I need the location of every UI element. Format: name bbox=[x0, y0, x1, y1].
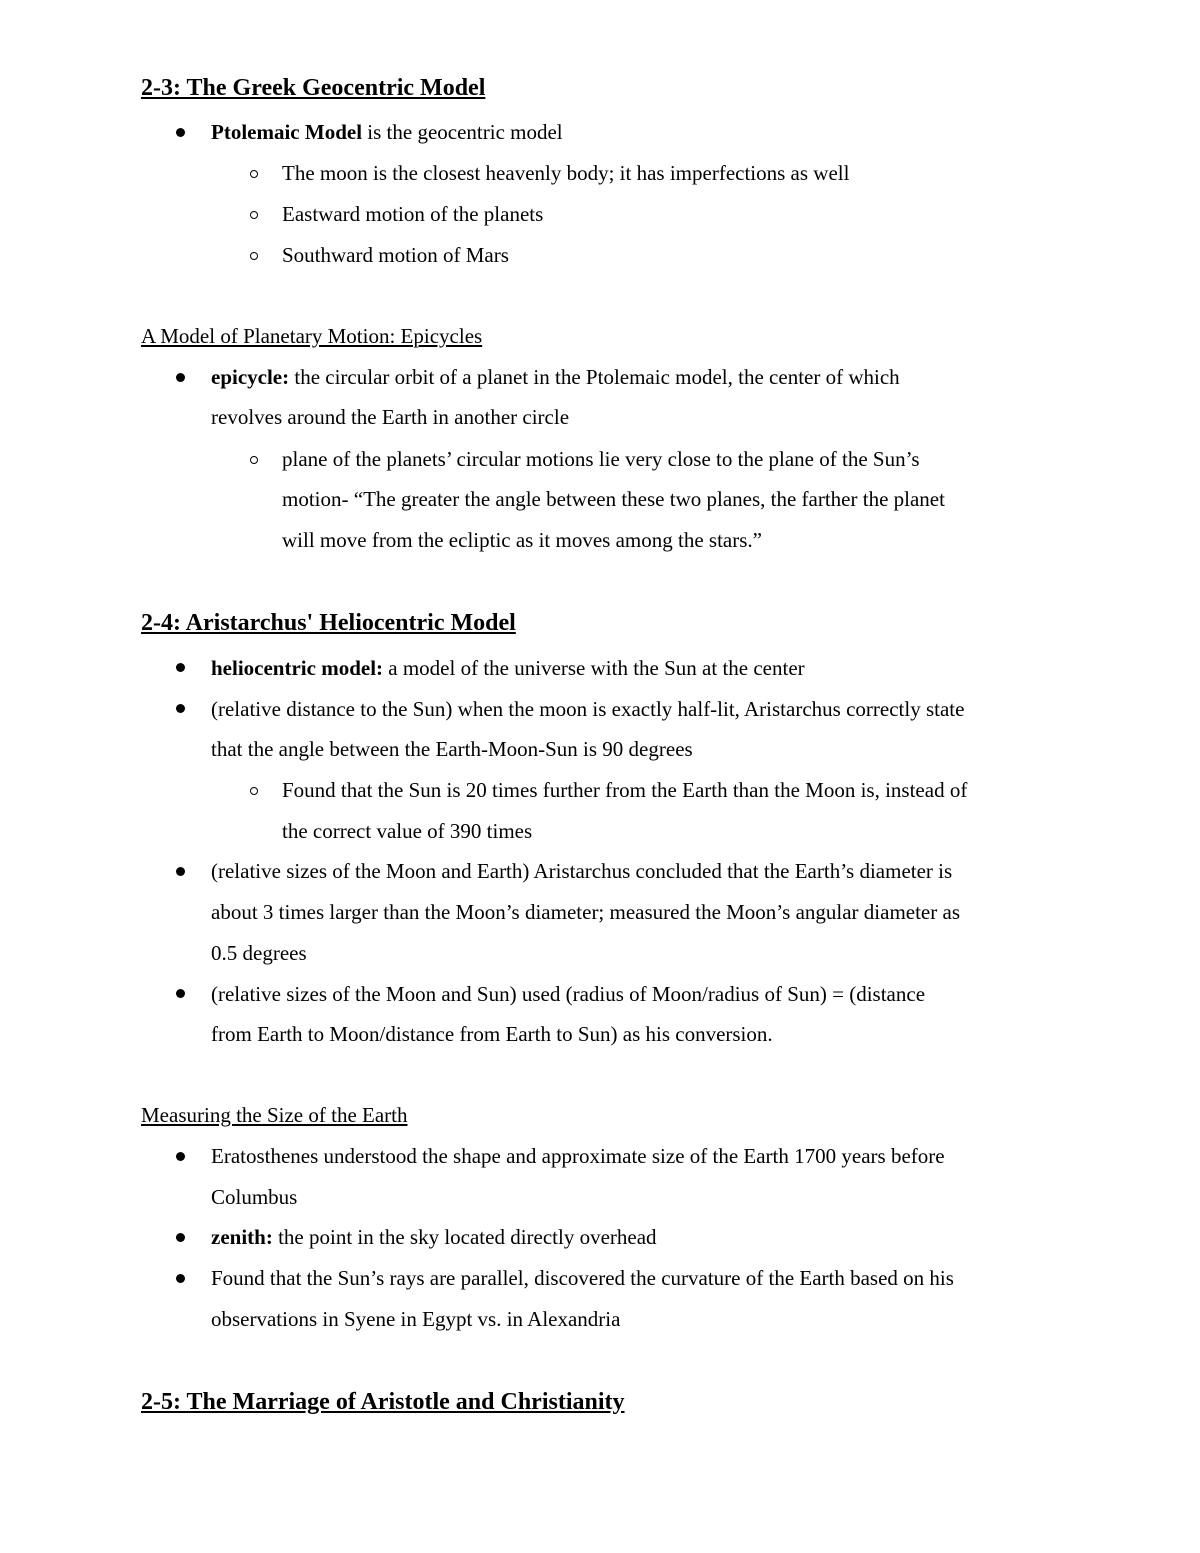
list-item: (relative sizes of the Moon and Earth) Aristarchus concluded that the Earth’s diameter is bbox=[211, 859, 953, 883]
list-item: (relative distance to the Sun) when the moon is exactly half-lit, Aristarchus correctly state bbox=[211, 697, 965, 721]
list-item bbox=[211, 1224, 657, 1250]
definition: is the geocentric model bbox=[362, 120, 563, 144]
definition: a model of the universe with the Sun at the center bbox=[383, 656, 805, 680]
bullet-icon bbox=[176, 663, 185, 672]
sub-list-item-continuation: the correct value of 390 times bbox=[282, 819, 533, 843]
sub-bullet-icon bbox=[250, 787, 258, 795]
bullet-icon bbox=[176, 1152, 185, 1161]
definition: the point in the sky located directly overhead bbox=[272, 1225, 657, 1249]
list-item: Eratosthenes understood the shape and approximate size of the Earth 1700 years before bbox=[211, 1144, 945, 1168]
list-item: Found that the Sun’s rays are parallel, discovered the curvature of the Earth based on his bbox=[211, 1266, 954, 1290]
section-heading-2-4: 2-4: Aristarchus' Heliocentric Model bbox=[141, 610, 516, 636]
sub-bullet-icon bbox=[250, 170, 258, 178]
sub-list-item-continuation: will move from the ecliptic as it moves among the stars.” bbox=[282, 528, 762, 552]
sub-list-item: The moon is the closest heavenly body; it has imperfections as well bbox=[282, 161, 850, 185]
term: zenith: bbox=[211, 1225, 273, 1249]
bullet-icon bbox=[176, 373, 185, 382]
list-item-continuation: revolves around the Earth in another circle bbox=[211, 405, 570, 429]
section-heading-2-3: 2-3: The Greek Geocentric Model bbox=[141, 75, 486, 101]
bullet-icon bbox=[176, 1233, 185, 1242]
subsection-heading-earth-size: Measuring the Size of the Earth bbox=[141, 1103, 408, 1127]
sub-list-item-continuation: motion- “The greater the angle between these two planes, the farther the planet bbox=[282, 487, 945, 511]
list-item-continuation: about 3 times larger than the Moon’s diameter; measured the Moon’s angular diameter as bbox=[211, 900, 960, 924]
sub-list-item: Eastward motion of the planets bbox=[282, 202, 544, 226]
list-item-continuation: 0.5 degrees bbox=[211, 941, 307, 965]
list-item bbox=[211, 119, 563, 145]
section-heading-2-5: 2-5: The Marriage of Aristotle and Christianity bbox=[141, 1389, 625, 1415]
list-item-continuation: from Earth to Moon/distance from Earth to Sun) as his conversion. bbox=[211, 1022, 773, 1046]
list-item-continuation: observations in Syene in Egypt vs. in Alexandria bbox=[211, 1307, 621, 1331]
sub-list-item: Found that the Sun is 20 times further from the Earth than the Moon is, instead of bbox=[282, 778, 968, 802]
definition: the circular orbit of a planet in the Ptolemaic model, the center of which bbox=[289, 365, 900, 389]
term: heliocentric model: bbox=[211, 656, 384, 680]
sub-bullet-icon bbox=[250, 252, 258, 260]
list-item-continuation: Columbus bbox=[211, 1185, 298, 1209]
list-item-continuation: that the angle between the Earth-Moon-Sun is 90 degrees bbox=[211, 737, 693, 761]
bullet-icon bbox=[176, 1274, 185, 1283]
bullet-icon bbox=[176, 704, 185, 713]
subsection-heading-epicycles: A Model of Planetary Motion: Epicycles bbox=[141, 324, 483, 348]
bullet-icon bbox=[176, 867, 185, 876]
list-item bbox=[211, 655, 805, 681]
list-item bbox=[211, 364, 900, 390]
list-item: (relative sizes of the Moon and Sun) used (radius of Moon/radius of Sun) = (distance bbox=[211, 982, 926, 1006]
bullet-icon bbox=[176, 989, 185, 998]
sub-list-item: Southward motion of Mars bbox=[282, 243, 509, 267]
sub-bullet-icon bbox=[250, 456, 258, 464]
term: Ptolemaic Model bbox=[211, 120, 363, 144]
bullet-icon bbox=[176, 128, 185, 137]
sub-bullet-icon bbox=[250, 211, 258, 219]
sub-list-item: plane of the planets’ circular motions lie very close to the plane of the Sun’s bbox=[282, 447, 920, 471]
term: epicycle: bbox=[211, 365, 290, 389]
